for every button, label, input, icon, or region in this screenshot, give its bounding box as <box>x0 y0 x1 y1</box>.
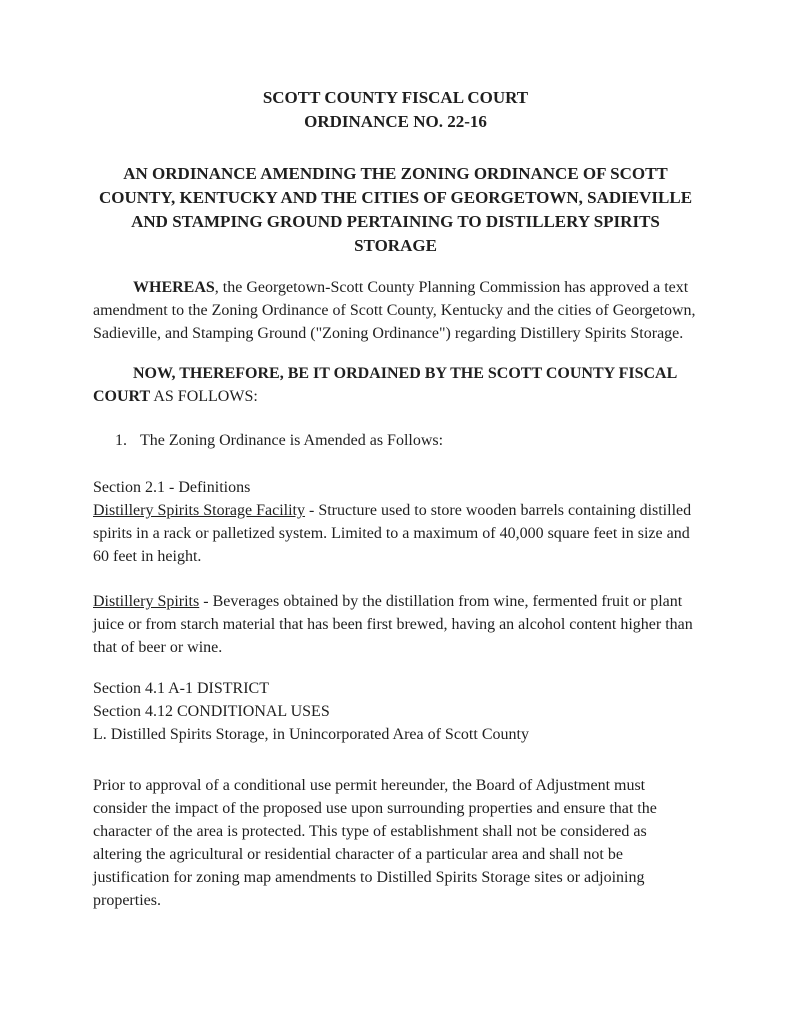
section-2-1-heading: Section 2.1 - Definitions <box>93 479 251 496</box>
definition-facility-body: - Structure used to store wooden barrels containing distilled spirits in a rack or palletized system. Limited to a maximum of 40,000 square feet in size and 60 feet in height. <box>93 502 692 565</box>
whereas-lead: WHEREAS <box>133 279 215 296</box>
ordinance-heading: AN ORDINANCE AMENDING THE ZONING ORDINANCE OF SCOTT COUNTY, KENTUCKY AND THE CITIES OF GEORGETOWN, SADIEVILLE AND STAMPING GROUND PERTAINING TO DISTILLERY SPIRITS STORAGE <box>98 164 693 255</box>
section-4-block <box>93 677 698 746</box>
ordained-lead: NOW, THEREFORE, BE IT ORDAINED BY THE SCOTT COUNTY FISCAL COURT <box>93 365 677 405</box>
definition-facility-paragraph <box>93 499 698 568</box>
definition-facility-term: Distillery Spirits Storage Facility <box>93 502 305 519</box>
amendment-list-item <box>93 429 698 452</box>
list-item-text: The Zoning Ordinance is Amended as Follows: <box>140 432 444 449</box>
conditional-use-item-l: L. Distilled Spirits Storage, in Unincorporated Area of Scott County <box>93 726 529 743</box>
definition-spirits-body: - Beverages obtained by the distillation from wine, fermented fruit or plant juice or from starch material that has been first brewed, having an alcohol content higher than that of beer or wine. <box>93 593 693 656</box>
list-item-number: 1. <box>115 432 127 449</box>
court-name: SCOTT COUNTY FISCAL COURT <box>262 88 529 107</box>
whereas-paragraph <box>93 276 698 345</box>
section-4-12-line: Section 4.12 CONDITIONAL USES <box>93 703 330 720</box>
ordained-paragraph <box>93 362 698 408</box>
definition-spirits-paragraph <box>93 590 698 659</box>
closing-paragraph: Prior to approval of a conditional use permit hereunder, the Board of Adjustment must consider the impact of the proposed use upon surrounding properties and ensure that the character of the area is protected. This type of establishment shall not be considered as altering the agricultural or residential character of a particular area and shall not be justification for zoning map amendments to Distilled Spirits Storage sites or adjoining properties. <box>93 777 657 909</box>
whereas-body: , the Georgetown-Scott County Planning Commission has approved a text amendment to the Zoning Ordinance of Scott County, Kentucky and the cities of Georgetown, Sadieville, and Stamping Ground ("Zoning Ordinance") regarding Distillery Spirits Storage. <box>93 279 696 342</box>
document-title-block <box>93 86 698 134</box>
section-2-1-block <box>93 476 698 568</box>
section-4-1-line: Section 4.1 A-1 DISTRICT <box>93 680 269 697</box>
ordinance-number: ORDINANCE NO. 22-16 <box>304 112 487 131</box>
ordained-body: AS FOLLOWS: <box>150 388 258 405</box>
definition-spirits-term: Distillery Spirits <box>93 593 200 610</box>
